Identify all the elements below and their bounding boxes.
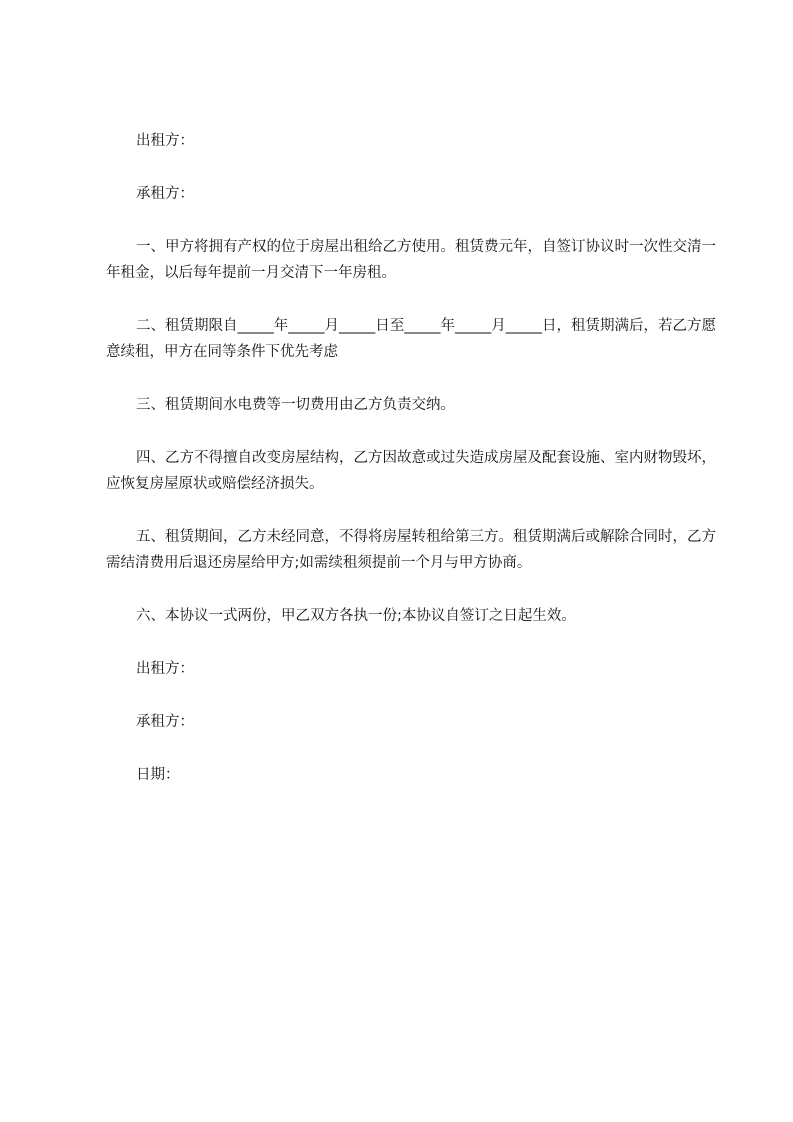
clause-2: 二、租赁期限自_____年_____月_____日至_____年_____月_____日，租赁期满后，若乙方愿意续租，甲方在同等条件下优先考虑: [106, 318, 716, 360]
lessor-label-bottom: 出租方：: [136, 661, 194, 677]
clause-4: 四、乙方不得擅自改变房屋结构，乙方因故意或过失造成房屋及配套设施、室内财物毁坏，应恢复房屋原状或赔偿经济损失。: [106, 450, 716, 492]
lessee-label-bottom: 承租方：: [136, 714, 194, 730]
clause-5: 五、租赁期间，乙方未经同意，不得将房屋转租给第三方。租赁期满后或解除合同时，乙方需结清费用后退还房屋给甲方;如需续租须提前一个月与甲方协商。: [106, 529, 716, 571]
lessee-label-top: 承租方：: [136, 186, 194, 202]
clause-1: 一、甲方将拥有产权的位于房屋出租给乙方使用。租赁费元年，自签订协议时一次性交清一年租金，以后每年提前一月交清下一年房租。: [106, 239, 716, 281]
clause-3: 三、租赁期间水电费等一切费用由乙方负责交纳。: [136, 397, 455, 413]
clause-6: 六、本协议一式两份，甲乙双方各执一份;本协议自签订之日起生效。: [136, 608, 576, 624]
document-body: [106, 128, 716, 815]
lessor-label-top: 出租方：: [136, 133, 194, 149]
date-label: 日期：: [136, 767, 180, 783]
